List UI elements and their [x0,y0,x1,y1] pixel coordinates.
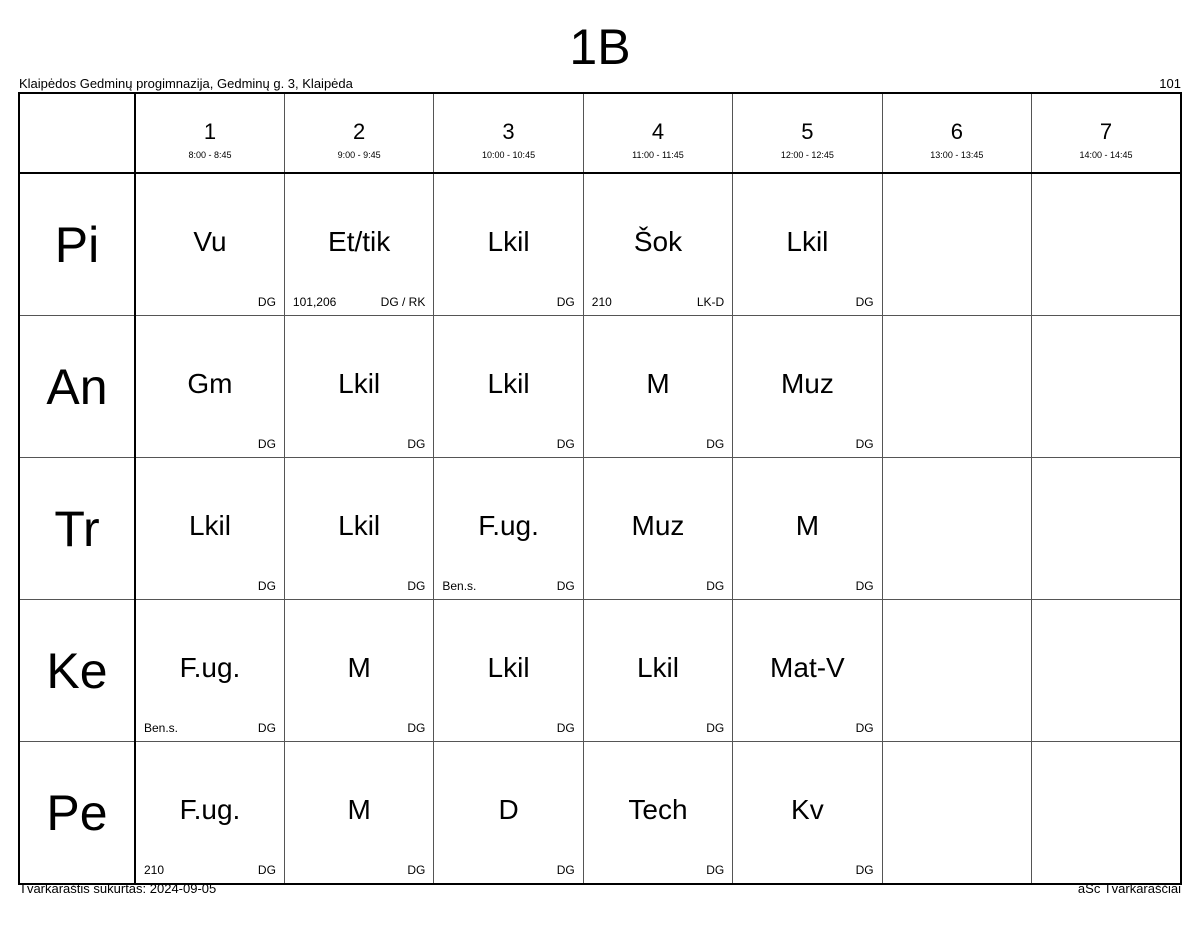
lesson-teacher: DG [706,579,725,593]
period-header [135,93,284,173]
day-name: Pe [46,784,108,841]
lesson-teacher: DG [706,863,725,877]
lesson-cell [733,458,882,600]
day-row [19,742,1181,885]
period-time: 12:00 - 12:45 [780,150,834,160]
lesson-room: 210 [591,295,612,309]
lesson-cell [733,316,882,458]
lesson-room: Ben.s. [442,579,477,593]
lesson-teacher: DG [556,721,575,735]
lesson-cell [1032,742,1181,885]
lesson-teacher: DG [257,579,276,593]
lesson-subject: Lkil [338,368,381,399]
lesson-subject: M [347,794,371,825]
lesson-cell [882,316,1031,458]
corner-cell [19,93,135,173]
lesson-cell [1032,173,1181,316]
lesson-cell [583,742,732,885]
lesson-room: 210 [144,863,165,877]
lesson-subject: Muz [780,368,834,399]
lesson-teacher: DG [706,721,725,735]
lesson-cell [434,742,583,885]
lesson-subject: F.ug. [179,794,241,825]
period-number: 5 [801,119,814,144]
created-date: Tvarkaraštis sukurtas: 2024-09-05 [19,881,217,896]
period-number: 6 [950,119,963,144]
lesson-subject: Lkil [636,652,679,683]
period-time: 14:00 - 14:45 [1079,150,1133,160]
lesson-subject: Muz [631,510,685,541]
lesson-cell [434,316,583,458]
lesson-teacher: DG [855,579,874,593]
lesson-cell [583,316,732,458]
lesson-cell [434,173,583,316]
lesson-cell [882,600,1031,742]
lesson-teacher: DG / RK [380,295,426,309]
timetable [18,92,1182,885]
period-time: 8:00 - 8:45 [188,150,232,160]
lesson-cell [1032,316,1181,458]
period-number: 3 [502,119,515,144]
page-title: 1B [569,19,631,75]
lesson-subject: Kv [791,794,824,825]
day-name: An [46,358,108,415]
day-name: Pi [54,216,100,273]
period-header-row [19,93,1181,173]
room-code: 101 [1159,76,1181,91]
lesson-teacher: DG [407,863,426,877]
lesson-teacher: DG [706,437,725,451]
lesson-cell [284,316,433,458]
lesson-cell [1032,600,1181,742]
lesson-teacher: DG [257,721,276,735]
lesson-room: Ben.s. [144,721,179,735]
lesson-teacher: DG [556,579,575,593]
lesson-teacher: DG [556,437,575,451]
period-time: 11:00 - 11:45 [632,150,684,160]
period-header [882,93,1031,173]
lesson-subject: Lkil [786,226,829,257]
lesson-teacher: DG [855,863,874,877]
period-time: 9:00 - 9:45 [337,150,381,160]
lesson-teacher: LK-D [696,295,725,309]
lesson-room: 101,206 [292,295,337,309]
lesson-cell [733,600,882,742]
lesson-subject: Et/tik [328,226,391,257]
lesson-subject: M [347,652,371,683]
period-time: 13:00 - 13:45 [930,150,984,160]
lesson-subject: Vu [193,226,227,257]
period-number: 1 [203,119,217,144]
lesson-teacher: DG [407,721,426,735]
period-header [733,93,882,173]
lesson-cell [882,173,1031,316]
lesson-cell [434,458,583,600]
day-cell [19,173,135,316]
lesson-teacher: DG [855,721,874,735]
lesson-subject: F.ug. [478,510,539,541]
lesson-subject: M [795,510,820,541]
lesson-subject: D [498,794,519,825]
lesson-subject: Lkil [188,510,231,541]
lesson-teacher: DG [556,863,575,877]
lesson-teacher: DG [855,437,874,451]
day-name: Tr [54,500,100,557]
period-header [583,93,732,173]
day-row [19,316,1181,458]
period-header [434,93,583,173]
day-cell [19,458,135,600]
lesson-cell [284,173,433,316]
lesson-teacher: DG [257,295,276,309]
lesson-subject: Mat-V [770,652,845,683]
software-credit: aSc Tvarkaraščiai [1077,881,1181,896]
lesson-subject: Tech [628,794,688,825]
school-name: Klaipėdos Gedminų progimnazija, Gedminų g. 3, Klaipėda [19,76,353,91]
day-cell [19,742,135,885]
period-time: 10:00 - 10:45 [482,150,536,160]
lesson-cell [583,600,732,742]
lesson-subject: F.ug. [179,652,241,683]
lesson-cell [434,600,583,742]
lesson-cell [135,316,284,458]
lesson-cell [135,600,284,742]
period-number: 2 [353,119,366,144]
lesson-teacher: DG [407,579,426,593]
lesson-subject: Lkil [338,510,381,541]
period-number: 7 [1099,119,1113,144]
lesson-subject: Lkil [487,368,530,399]
lesson-cell [583,458,732,600]
lesson-subject: Šok [633,226,683,257]
lesson-teacher: DG [257,437,276,451]
day-row [19,600,1181,742]
lesson-cell [733,742,882,885]
period-number: 4 [651,119,665,144]
lesson-teacher: DG [257,863,276,877]
period-header [1032,93,1181,173]
lesson-teacher: DG [556,295,575,309]
lesson-cell [135,742,284,885]
lesson-cell [284,600,433,742]
lesson-subject: Gm [187,368,233,399]
lesson-cell [882,742,1031,885]
day-row [19,173,1181,316]
day-cell [19,316,135,458]
day-row [19,458,1181,600]
lesson-subject: Lkil [487,652,530,683]
lesson-cell [284,742,433,885]
lesson-cell [882,458,1031,600]
lesson-cell [1032,458,1181,600]
lesson-cell [583,173,732,316]
lesson-cell [135,458,284,600]
lesson-cell [135,173,284,316]
lesson-teacher: DG [855,295,874,309]
lesson-subject: M [646,368,670,399]
lesson-teacher: DG [407,437,426,451]
day-cell [19,600,135,742]
day-name: Ke [46,642,108,699]
lesson-cell [284,458,433,600]
period-header [284,93,433,173]
lesson-cell [733,173,882,316]
lesson-subject: Lkil [487,226,530,257]
